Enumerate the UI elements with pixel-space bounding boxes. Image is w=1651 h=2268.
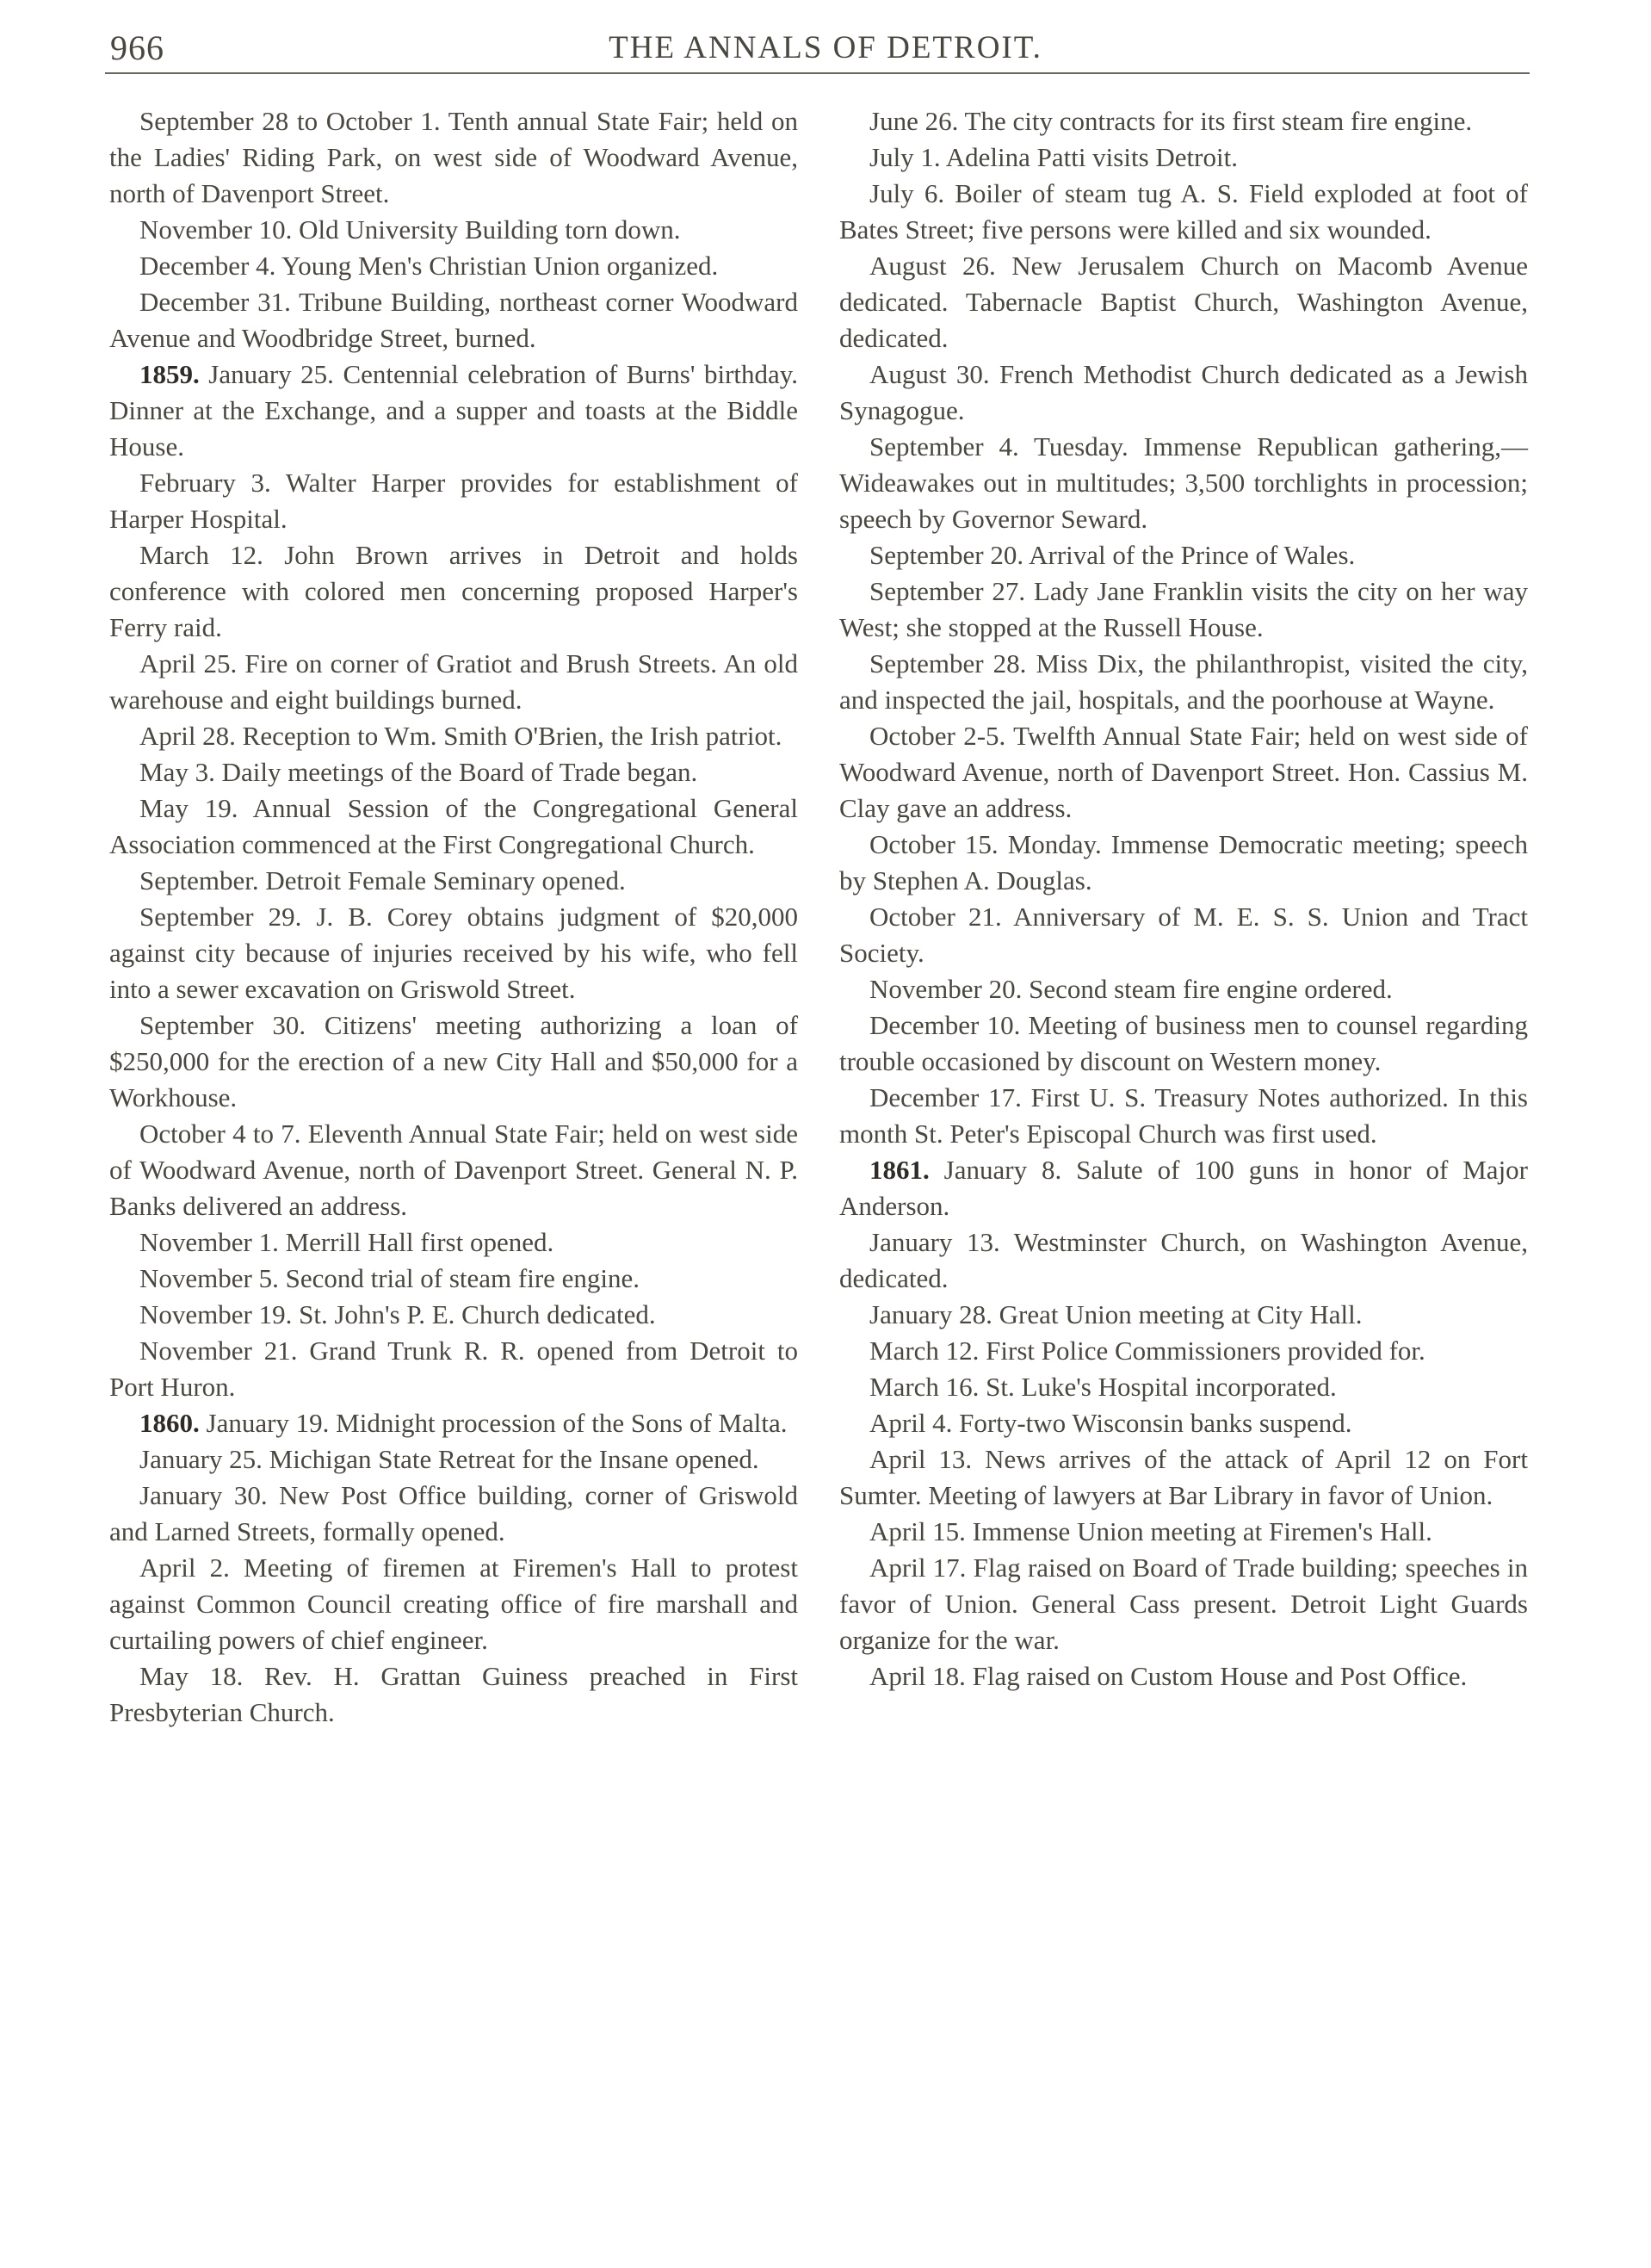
- annal-entry: [109, 718, 798, 754]
- entry-text: January 25. Centennial celebration of Burns' birthday. Dinner at the Exchange, and a supper and toasts at the Biddle House.: [109, 359, 798, 462]
- annal-entry: [839, 827, 1528, 899]
- annal-entry: [109, 1333, 798, 1405]
- entry-text: December 10. Meeting of business men to counsel regarding trouble occasioned by discount on Western money.: [839, 1010, 1528, 1076]
- entry-text: April 17. Flag raised on Board of Trade building; speeches in favor of Union. General Cass present. Detroit Light Guards organize for the war.: [839, 1552, 1528, 1655]
- annal-entry: [109, 248, 798, 284]
- annal-entry: [109, 1658, 798, 1731]
- annal-entry: [109, 356, 798, 465]
- annal-entry: [839, 1007, 1528, 1080]
- entry-text: September. Detroit Female Seminary opened.: [139, 865, 626, 895]
- entry-text: December 4. Young Men's Christian Union organized.: [139, 251, 719, 281]
- entry-text: January 19. Midnight procession of the Sons of Malta.: [206, 1408, 788, 1438]
- entry-text: July 6. Boiler of steam tug A. S. Field exploded at foot of Bates Street; five persons were killed and six wounded.: [839, 178, 1528, 245]
- entry-text: January 28. Great Union meeting at City Hall.: [869, 1299, 1363, 1329]
- entry-text: November 5. Second trial of steam fire engine.: [139, 1263, 640, 1293]
- entry-text: April 15. Immense Union meeting at Firemen's Hall.: [869, 1516, 1432, 1546]
- annal-entry: [109, 1478, 798, 1550]
- entry-text: September 20. Arrival of the Prince of Wales.: [869, 540, 1356, 570]
- entry-text: October 4 to 7. Eleventh Annual State Fair; held on west side of Woodward Avenue, north of Davenport Street. General N. P. Banks delivered an address.: [109, 1119, 798, 1221]
- entry-text: September 28. Miss Dix, the philanthropist, visited the city, and inspected the jail, hospitals, and the poorhouse at Wayne.: [839, 648, 1528, 715]
- entry-text: September 27. Lady Jane Franklin visits the city on her way West; she stopped at the Russell House.: [839, 576, 1528, 642]
- annal-entry: [839, 1369, 1528, 1405]
- entry-text: April 28. Reception to Wm. Smith O'Brien, the Irish patriot.: [139, 721, 782, 751]
- header-rule: [105, 72, 1530, 74]
- entry-text: May 19. Annual Session of the Congregational General Association commenced at the First Congregational Church.: [109, 793, 798, 859]
- entry-text: April 25. Fire on corner of Gratiot and Brush Streets. An old warehouse and eight buildings burned.: [109, 648, 798, 715]
- annal-entry: [839, 1405, 1528, 1441]
- entry-text: October 2-5. Twelfth Annual State Fair; held on west side of Woodward Avenue, north of Davenport Street. Hon. Cassius M. Clay gave an address.: [839, 721, 1528, 823]
- year-label: 1859.: [139, 359, 200, 389]
- annal-entry: [109, 1116, 798, 1224]
- annal-entry: [839, 573, 1528, 646]
- entry-text: September 29. J. B. Corey obtains judgment of $20,000 against city because of injuries received by his wife, who fell into a sewer excavation on Griswold Street.: [109, 902, 798, 1004]
- annal-entry: [109, 863, 798, 899]
- annal-entry: [109, 754, 798, 790]
- annal-entry: [839, 1658, 1528, 1695]
- annal-entry: [109, 1550, 798, 1658]
- entry-text: November 21. Grand Trunk R. R. opened from Detroit to Port Huron.: [109, 1335, 798, 1402]
- entry-text: April 18. Flag raised on Custom House and Post Office.: [869, 1661, 1468, 1691]
- annal-entry: [839, 1514, 1528, 1550]
- annal-entry: [839, 1224, 1528, 1297]
- annal-entry: [839, 139, 1528, 176]
- entry-text: March 12. John Brown arrives in Detroit and holds conference with colored men concerning proposed Harper's Ferry raid.: [109, 540, 798, 642]
- annal-entry: [839, 103, 1528, 139]
- annal-entry: [839, 971, 1528, 1007]
- annal-entry: [839, 1333, 1528, 1369]
- entry-text: October 15. Monday. Immense Democratic meeting; speech by Stephen A. Douglas.: [839, 829, 1528, 895]
- year-label: 1861.: [869, 1155, 930, 1185]
- annal-entry: [109, 790, 798, 863]
- left-column: [109, 103, 798, 1731]
- annal-entry: [109, 1224, 798, 1261]
- entry-text: April 13. News arrives of the attack of April 12 on Fort Sumter. Meeting of lawyers at Bar Library in favor of Union.: [839, 1444, 1528, 1510]
- entry-text: April 4. Forty-two Wisconsin banks suspend.: [869, 1408, 1352, 1438]
- annal-entry: [839, 356, 1528, 429]
- annal-entry: [109, 465, 798, 537]
- annal-entry: [109, 1405, 798, 1441]
- entry-text: September 30. Citizens' meeting authorizing a loan of $250,000 for the erection of a new City Hall and $50,000 for a Workhouse.: [109, 1010, 798, 1112]
- annal-entry: [839, 176, 1528, 248]
- entry-text: November 1. Merrill Hall first opened.: [139, 1227, 554, 1257]
- entry-text: March 16. St. Luke's Hospital incorporated.: [869, 1372, 1337, 1402]
- entry-text: January 8. Salute of 100 guns in honor of Major Anderson.: [839, 1155, 1529, 1221]
- annal-entry: [839, 1152, 1528, 1224]
- entry-text: December 31. Tribune Building, northeast corner Woodward Avenue and Woodbridge Street, burned.: [109, 287, 798, 353]
- annal-entry: [109, 1007, 798, 1116]
- annal-entry: [109, 1297, 798, 1333]
- annal-entry: [109, 1261, 798, 1297]
- annal-entry: [109, 1441, 798, 1478]
- entry-text: January 30. New Post Office building, corner of Griswold and Larned Streets, formally opened.: [109, 1480, 798, 1546]
- annal-entry: [109, 899, 798, 1007]
- entry-text: September 4. Tuesday. Immense Republican gathering,—Wideawakes out in multitudes; 3,500 torchlights in procession; speech by Governor Seward.: [839, 431, 1528, 534]
- annal-entry: [839, 1441, 1528, 1514]
- entry-text: December 17. First U. S. Treasury Notes authorized. In this month St. Peter's Episcopal Church was first used.: [839, 1082, 1528, 1149]
- right-column: [839, 103, 1528, 1695]
- annal-entry: [839, 248, 1528, 356]
- annal-entry: [839, 646, 1528, 718]
- annal-entry: [109, 212, 798, 248]
- entry-text: September 28 to October 1. Tenth annual State Fair; held on the Ladies' Riding Park, on west side of Woodward Avenue, north of Davenport Street.: [109, 106, 798, 208]
- entry-text: November 19. St. John's P. E. Church dedicated.: [139, 1299, 656, 1329]
- entry-text: July 1. Adelina Patti visits Detroit.: [869, 142, 1238, 172]
- entry-text: August 26. New Jerusalem Church on Macomb Avenue dedicated. Tabernacle Baptist Church, Washington Avenue, dedicated.: [839, 251, 1528, 353]
- running-head: THE ANNALS OF DETROIT.: [609, 30, 1042, 65]
- entry-text: November 20. Second steam fire engine ordered.: [869, 974, 1393, 1004]
- entry-text: August 30. French Methodist Church dedicated as a Jewish Synagogue.: [839, 359, 1528, 425]
- annal-entry: [839, 1080, 1528, 1152]
- entry-text: January 13. Westminster Church, on Washington Avenue, dedicated.: [839, 1227, 1528, 1293]
- annal-entry: [839, 718, 1528, 827]
- entry-text: January 25. Michigan State Retreat for the Insane opened.: [139, 1444, 759, 1474]
- annal-entry: [839, 899, 1528, 971]
- entry-text: May 3. Daily meetings of the Board of Trade began.: [139, 757, 698, 787]
- annal-entry: [109, 537, 798, 646]
- entry-text: October 21. Anniversary of M. E. S. S. Union and Tract Society.: [839, 902, 1528, 968]
- entry-text: February 3. Walter Harper provides for establishment of Harper Hospital.: [109, 468, 798, 534]
- entry-text: November 10. Old University Building torn down.: [139, 214, 681, 245]
- annal-entry: [839, 429, 1528, 537]
- annal-entry: [109, 646, 798, 718]
- page-number: 966: [110, 28, 164, 67]
- entry-text: May 18. Rev. H. Grattan Guiness preached in First Presbyterian Church.: [109, 1661, 798, 1727]
- annal-entry: [839, 1550, 1528, 1658]
- year-label: 1860.: [139, 1408, 200, 1438]
- annal-entry: [839, 537, 1528, 573]
- entry-text: March 12. First Police Commissioners provided for.: [869, 1335, 1425, 1366]
- entry-text: April 2. Meeting of firemen at Firemen's Hall to protest against Common Council creating office of fire marshall and curtailing powers of chief engineer.: [109, 1552, 798, 1655]
- entry-text: June 26. The city contracts for its first steam fire engine.: [869, 106, 1473, 136]
- annal-entry: [109, 284, 798, 356]
- annal-entry: [109, 103, 798, 212]
- annal-entry: [839, 1297, 1528, 1333]
